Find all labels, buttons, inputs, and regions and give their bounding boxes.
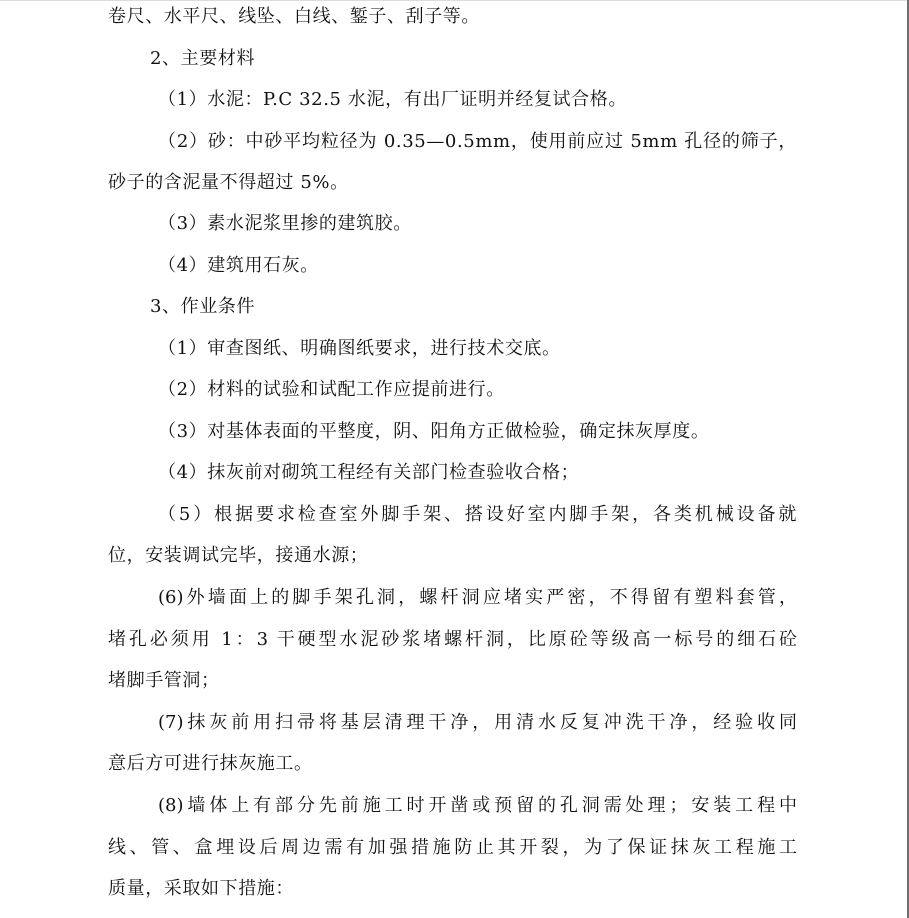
section-heading: 2、主要材料 xyxy=(150,48,256,69)
text-line: 卷尺、水平尺、线坠、白线、錾子、刮子等。 xyxy=(108,6,480,27)
list-item: （3）素水泥浆里掺的建筑胶。 xyxy=(158,213,412,234)
list-item: （5）根据要求检查室外脚手架、搭设好室内脚手架，各类机械设备就 xyxy=(158,504,797,525)
list-item: (8)墙体上有部分先前施工时开凿或预留的孔洞需处理；安装工程中 xyxy=(158,795,797,816)
text-line: 意后方可进行抹灰施工。 xyxy=(108,753,313,774)
text-line: 质量，采取如下措施： xyxy=(108,878,294,899)
list-item: (6)外墙面上的脚手架孔洞，螺杆洞应堵实严密，不得留有塑料套管， xyxy=(158,587,797,608)
list-item: （3）对基体表面的平整度，阴、阳角方正做检验，确定抹灰厚度。 xyxy=(158,421,710,442)
list-item: （2）材料的试验和试配工作应提前进行。 xyxy=(158,379,505,400)
section-heading: 3、作业条件 xyxy=(150,296,256,317)
text-line: 砂子的含泥量不得超过 5%。 xyxy=(108,172,349,193)
text-line: 位，安装调试完毕，接通水源； xyxy=(108,545,369,566)
list-item: （4）抹灰前对砌筑工程经有关部门检查验收合格； xyxy=(158,462,580,483)
text-line: 堵孔必须用 1：3 干硬型水泥砂浆堵螺杆洞，比原砼等级高一标号的细石砼 xyxy=(108,629,797,650)
text-line: 堵脚手管洞； xyxy=(108,670,220,691)
text-line: 线、管、盒埋设后周边需有加强措施防止其开裂，为了保证抹灰工程施工 xyxy=(108,837,797,858)
list-item: （2）砂：中砂平均粒径为 0.35—0.5mm，使用前应过 5mm 孔径的筛子， xyxy=(158,131,797,152)
list-item: (7)抹灰前用扫帚将基层清理干净，用清水反复冲洗干净，经验收同 xyxy=(158,712,797,733)
list-item: （1）审查图纸、明确图纸要求，进行技术交底。 xyxy=(158,338,561,359)
page-top-edge xyxy=(0,0,907,1)
list-item: （4）建筑用石灰。 xyxy=(158,255,319,276)
list-item: （1）水泥：P.C 32.5 水泥，有出厂证明并经复试合格。 xyxy=(158,89,627,110)
